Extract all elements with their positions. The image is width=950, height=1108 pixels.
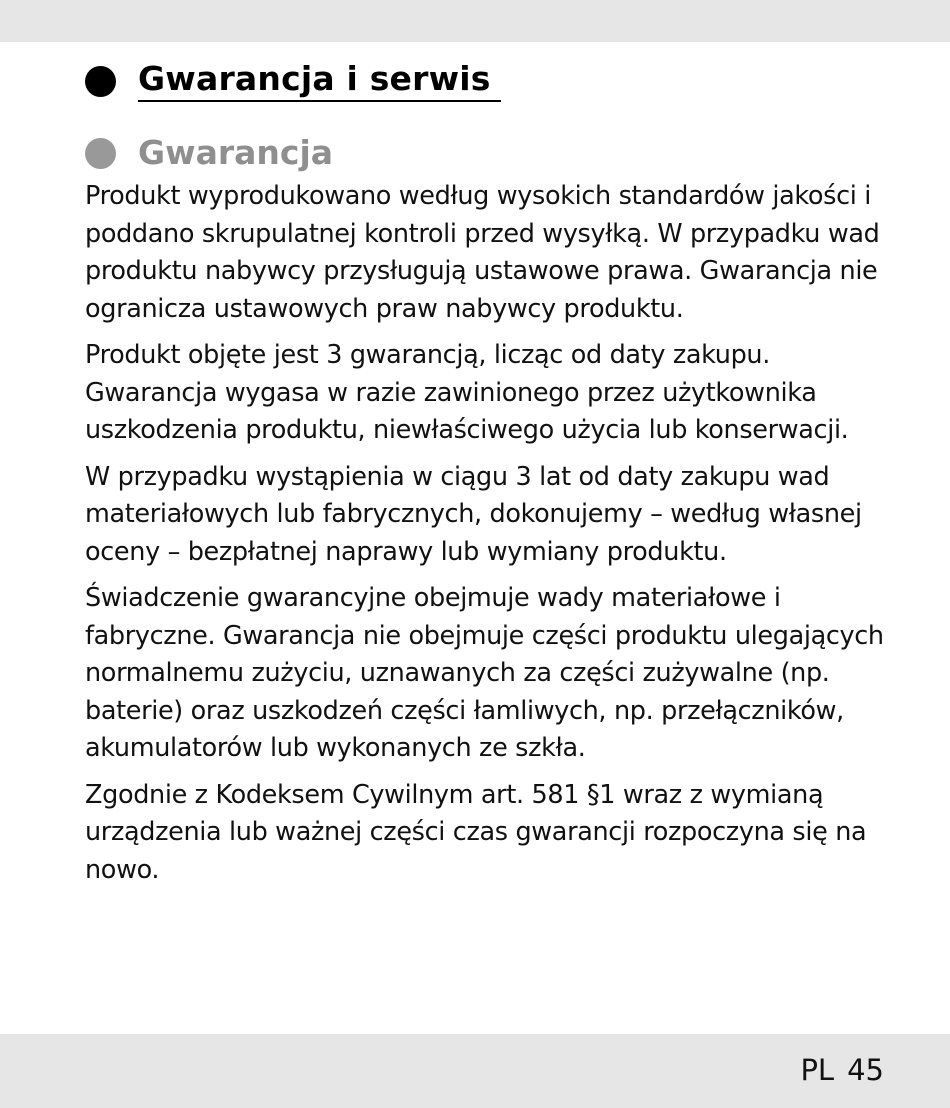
- paragraph-2: Produkt objęte jest 3 gwarancją, licząc od daty zakupu. Gwarancja wygasa w razie zawinionego przez użytkownika uszkodzenia produktu, niewłaściwego użycia lub konserwacji.: [85, 340, 849, 445]
- top-bar: [0, 0, 950, 42]
- paragraph-5: Zgodnie z Kodeksem Cywilnym art. 581 §1 wraz z wymianą urządzenia lub ważnej części czas gwarancji rozpoczyna się na nowo.: [85, 779, 867, 885]
- page-footer: [800, 1052, 884, 1088]
- body-text: [85, 178, 895, 889]
- paragraph-4: Świadczenie gwarancyjne obejmuje wady materiałowe i fabryczne. Gwarancja nie obejmuje części produktu ulegających normalnemu zużyciu, uznawanych za części zużywalne (np. baterie) oraz uszkodzeń części łamliwych, np. przełączników, akumulatorów lub wykonanych ze szkła.: [85, 583, 884, 763]
- page-number: 45: [847, 1053, 884, 1087]
- paragraph-3: W przypadku wystąpienia w ciągu 3 lat od daty zakupu wad materiałowych lub fabrycznych, dokonujemy – według własnej oceny – bezpłatnej naprawy lub wymiany produktu.: [85, 461, 862, 567]
- subheading-bullet-icon: [85, 138, 116, 169]
- heading-bullet-icon: [85, 66, 116, 97]
- subsection-heading: [85, 132, 895, 174]
- subsection-heading-title: Gwarancja: [138, 133, 334, 172]
- paragraph-1: Produkt wyprodukowano według wysokich standardów jakości i poddano skrupulatnej kontroli przed wysyłką. W przypadku wad produktu nabywcy przysługują ustawowe prawa. Gwarancja nie ogranicza ustawowych praw nabywcy produktu.: [85, 181, 880, 324]
- section-heading-title: Gwarancja i serwis: [138, 60, 501, 102]
- section-heading: [85, 58, 895, 104]
- page-content: [85, 58, 895, 898]
- language-code: PL: [800, 1053, 835, 1087]
